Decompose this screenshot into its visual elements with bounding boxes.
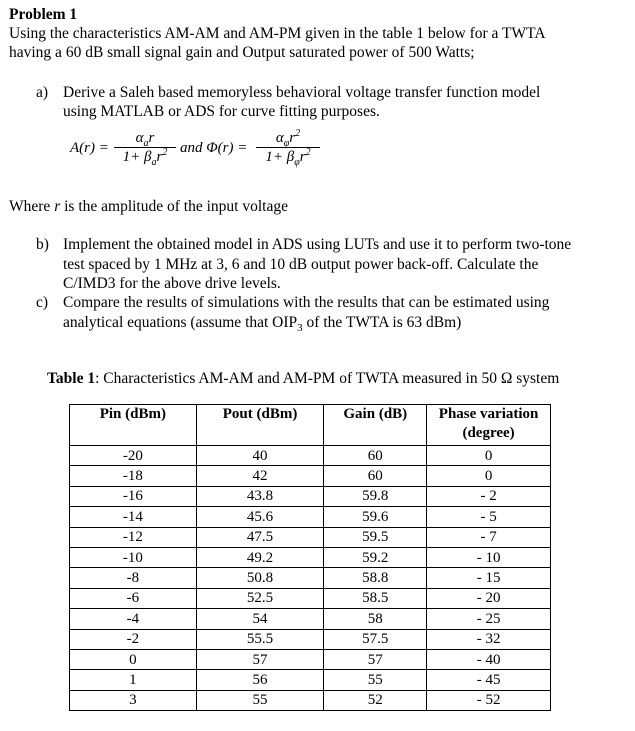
cell-pin: -16 — [70, 486, 197, 506]
cell-gain: 55 — [324, 670, 427, 690]
cell-gain: 59.5 — [324, 527, 427, 547]
cell-pout: 43.8 — [196, 486, 324, 506]
cell-gain: 52 — [324, 690, 427, 710]
formula-phase-fraction: $\alpha_\varphi r^2$ $1+ \beta_\varphi r^2$ — [256, 130, 320, 166]
table-row — [70, 629, 551, 649]
table-row — [70, 690, 551, 710]
cell-phase: 0 — [427, 466, 551, 486]
problem-intro-line-1: Using the characteristics AM-AM and AM-PM given in the table 1 below for a TWTA — [9, 25, 546, 42]
table-row — [70, 466, 551, 486]
part-b-line-2: test spaced by 1 MHz at 3, 6 and 10 dB output power back-off. Calculate the — [63, 256, 539, 273]
formula-amplitude-lhs: A(r) = — [70, 140, 109, 156]
cell-gain: 57.5 — [324, 629, 427, 649]
cell-phase: - 10 — [427, 547, 551, 567]
cell-pin: -4 — [70, 609, 197, 629]
cell-phase: - 32 — [427, 629, 551, 649]
cell-pout: 55.5 — [196, 629, 324, 649]
table-header-row — [70, 405, 551, 446]
table-row — [70, 568, 551, 588]
problem-intro-line-2: having a 60 dB small signal gain and Output saturated power of 500 Watts; — [9, 44, 475, 61]
cell-pin: -12 — [70, 527, 197, 547]
cell-pout: 49.2 — [196, 547, 324, 567]
cell-pout: 45.6 — [196, 507, 324, 527]
table-row — [70, 486, 551, 506]
header-pin: Pin (dBm) — [70, 405, 197, 446]
table-row — [70, 507, 551, 527]
header-phase-variation: Phase variation (degree) — [427, 405, 551, 446]
cell-phase: - 7 — [427, 527, 551, 547]
part-c-line-2: analytical equations (assume that $OIP_3$ of the TWTA is 63 dBm) — [63, 314, 462, 335]
table-row — [70, 670, 551, 690]
cell-phase: - 15 — [427, 568, 551, 588]
cell-phase: - 25 — [427, 609, 551, 629]
cell-pin: -10 — [70, 547, 197, 567]
cell-pout: 55 — [196, 690, 324, 710]
table-row — [70, 588, 551, 608]
part-b-line-1: Implement the obtained model in ADS using LUTs and use it to perform two-tone — [63, 236, 572, 253]
table-row — [70, 649, 551, 669]
part-b-marker: b) — [36, 236, 49, 253]
cell-gain: 60 — [324, 446, 427, 466]
cell-pout: 47.5 — [196, 527, 324, 547]
cell-pin: -14 — [70, 507, 197, 527]
cell-phase: - 5 — [427, 507, 551, 527]
cell-pin: -2 — [70, 629, 197, 649]
table-row — [70, 446, 551, 466]
part-a-line-2: using MATLAB or ADS for curve fitting purposes. — [63, 103, 380, 120]
header-pout: Pout (dBm) — [196, 405, 324, 446]
header-gain: Gain (dB) — [324, 405, 427, 446]
cell-pout: 56 — [196, 670, 324, 690]
part-c-marker: c) — [36, 294, 49, 311]
cell-pin: -8 — [70, 568, 197, 588]
cell-phase: - 52 — [427, 690, 551, 710]
twta-characteristics-table — [69, 404, 551, 711]
part-b-line-3: C/IMD3 for the above drive levels. — [63, 275, 281, 292]
cell-pin: 3 — [70, 690, 197, 710]
where-text: Where r is the amplitude of the input voltage — [9, 198, 288, 215]
cell-phase: - 20 — [427, 588, 551, 608]
cell-phase: 0 — [427, 446, 551, 466]
cell-phase: - 45 — [427, 670, 551, 690]
cell-pout: 57 — [196, 649, 324, 669]
cell-phase: - 40 — [427, 649, 551, 669]
saleh-formula — [70, 126, 370, 176]
cell-phase: - 2 — [427, 486, 551, 506]
cell-pout: 54 — [196, 609, 324, 629]
problem-title: Problem 1 — [9, 6, 78, 23]
part-c-line-1: Compare the results of simulations with the results that can be estimated using — [63, 294, 550, 311]
table-row — [70, 547, 551, 567]
cell-gain: 58.5 — [324, 588, 427, 608]
cell-pout: 42 — [196, 466, 324, 486]
cell-gain: 57 — [324, 649, 427, 669]
part-a-line-1: Derive a Saleh based memoryless behavioral voltage transfer function model — [63, 84, 541, 101]
formula-amplitude-fraction: $\alpha_ar$ $1+ \beta_ar^2$ — [114, 130, 176, 166]
cell-pin: -20 — [70, 446, 197, 466]
table-row — [70, 609, 551, 629]
cell-pout: 50.8 — [196, 568, 324, 588]
cell-gain: 59.8 — [324, 486, 427, 506]
cell-pin: 1 — [70, 670, 197, 690]
cell-pin: -18 — [70, 466, 197, 486]
cell-pout: 40 — [196, 446, 324, 466]
cell-pin: -6 — [70, 588, 197, 608]
cell-gain: 60 — [324, 466, 427, 486]
table-row — [70, 527, 551, 547]
part-a-marker: a) — [36, 84, 49, 101]
formula-connector: and Φ(r) = — [180, 140, 248, 156]
cell-pout: 52.5 — [196, 588, 324, 608]
cell-gain: 59.6 — [324, 507, 427, 527]
table-caption: Table 1: Characteristics AM-AM and AM-PM of TWTA measured in 50 Ω system — [47, 370, 560, 387]
cell-gain: 59.2 — [324, 547, 427, 567]
cell-pin: 0 — [70, 649, 197, 669]
cell-gain: 58.8 — [324, 568, 427, 588]
cell-gain: 58 — [324, 609, 427, 629]
